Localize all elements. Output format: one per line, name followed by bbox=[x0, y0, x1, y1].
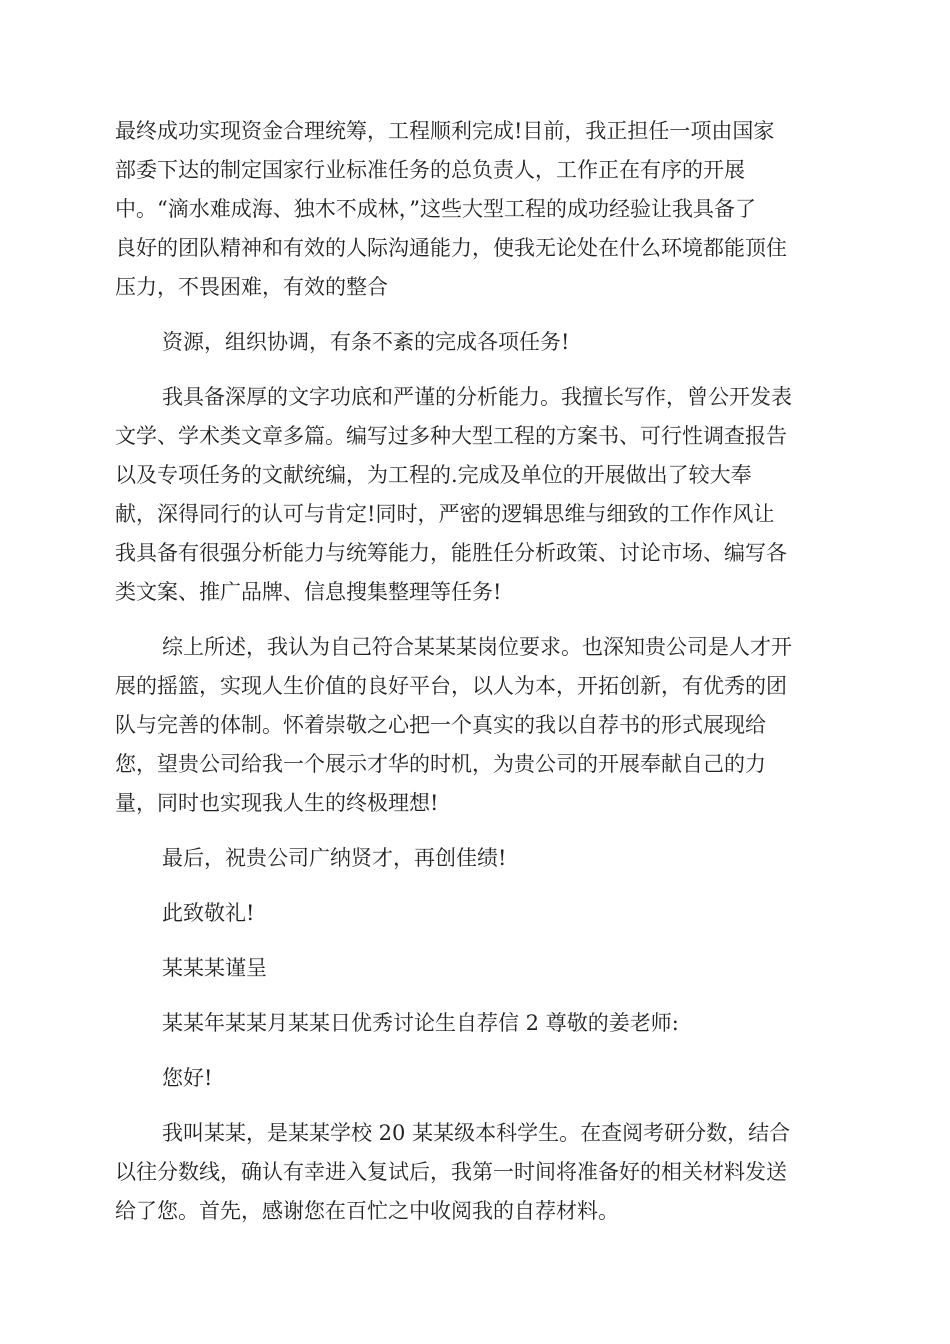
text-line: 队与完善的体制。怀着崇敬之心把一个真实的我以自荐书的形式展现给 bbox=[115, 713, 766, 737]
paragraph bbox=[115, 378, 835, 612]
text-line: 献，深得同行的认可与肯定!同时，严密的逻辑思维与细致的工作作风让 bbox=[115, 502, 775, 526]
text-line: 给了您。首先，感谢您在百忙之中收阅我的自荐材料。 bbox=[115, 1199, 619, 1223]
paragraph bbox=[115, 839, 835, 878]
paragraph bbox=[115, 949, 835, 988]
text-line: 以往分数线，确认有幸进入复试后，我第一时间将准备好的相关材料发送 bbox=[115, 1160, 787, 1184]
paragraph bbox=[115, 628, 835, 823]
paragraph bbox=[115, 323, 835, 362]
text-line: 我具备深厚的文字功底和严谨的分析能力。我擅长写作，曾公开发表 bbox=[162, 385, 792, 409]
paragraph bbox=[115, 1004, 835, 1043]
text-line: 我具备有很强分析能力与统筹能力，能胜任分析政策、讨论市场、编写各 bbox=[115, 541, 787, 565]
text-line: 我叫某某，是某某学校 20 某某级本科学生。在查阅考研分数，结合 bbox=[162, 1121, 791, 1145]
paragraph bbox=[115, 1059, 835, 1098]
signature-line: 某某某谨呈 bbox=[162, 956, 267, 980]
text-line: 综上所述，我认为自己符合某某某岗位要求。也深知贵公司是人才开 bbox=[162, 635, 792, 659]
document-body bbox=[115, 112, 835, 1231]
text-line: 文学、学术类文章多篇。编写过多种大型工程的方案书、可行性调查报告 bbox=[115, 424, 787, 448]
text-line: 资源，组织协调，有条不紊的完成各项任务! bbox=[162, 330, 570, 354]
text-line: 展的摇篮，实现人生价值的良好平台，以人为本，开拓创新，有优秀的团 bbox=[115, 674, 787, 698]
text-line: 最后，祝贵公司广纳贤才，再创佳绩! bbox=[162, 846, 507, 870]
text-line: 中。“滴水难成海、独木不成林，”这些大型工程的成功经验让我具备了 bbox=[115, 197, 756, 221]
paragraph-continuation bbox=[115, 112, 835, 307]
text-line: 类文案、推广品牌、信息搜集整理等任务! bbox=[115, 580, 502, 604]
text-line: 良好的团队精神和有效的人际沟通能力，使我无论处在什么环境都能顶住 bbox=[115, 236, 787, 260]
paragraph bbox=[115, 1114, 835, 1231]
text-line: 部委下达的制定国家行业标准任务的总负责人，工作正在有序的开展 bbox=[115, 158, 745, 182]
text-line: 最终成功实现资金合理统筹，工程顺利完成!目前，我正担任一项由国家 bbox=[115, 119, 775, 143]
paragraph bbox=[115, 894, 835, 933]
text-line: 某某年某某月某某日优秀讨论生自荐信 2 尊敬的姜老师: bbox=[162, 1011, 679, 1035]
greeting-line: 您好! bbox=[162, 1066, 213, 1090]
text-line: 您，望贵公司给我一个展示才华的时机，为贵公司的开展奉献自己的力 bbox=[115, 752, 766, 776]
text-line: 此致敬礼! bbox=[162, 901, 255, 925]
text-line: 以及专项任务的文献统编，为工程的.完成及单位的开展做出了较大奉 bbox=[115, 463, 752, 487]
text-line: 压力，不畏困难，有效的整合 bbox=[115, 275, 388, 299]
text-line: 量，同时也实现我人生的终极理想! bbox=[115, 791, 439, 815]
